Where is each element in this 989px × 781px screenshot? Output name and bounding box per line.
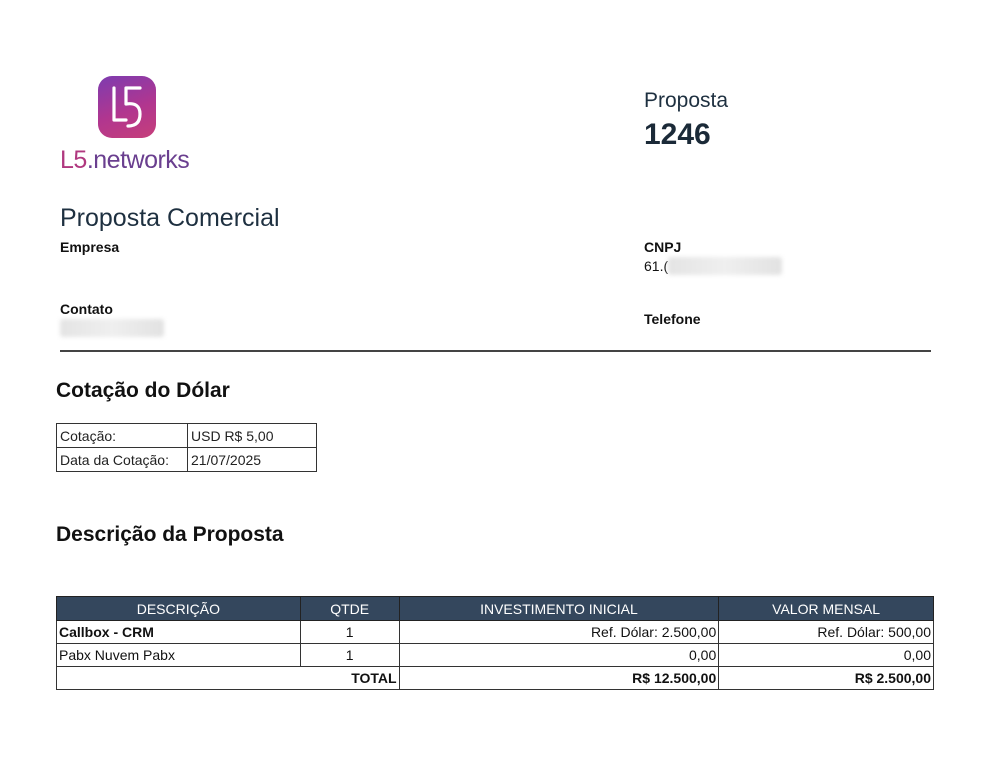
column-header-initial: INVESTIMENTO INICIAL [399,597,719,621]
total-label: TOTAL [57,667,400,690]
total-row [57,667,934,690]
logo-wordmark: L5.networks [60,146,190,174]
item-initial: 0,00 [399,644,719,667]
column-header-monthly: VALOR MENSAL [719,597,934,621]
column-header-qty: QTDE [300,597,399,621]
cnpj-label: CNPJ [644,239,682,255]
column-header-description: DESCRIÇÃO [57,597,301,621]
cnpj-value: 61.( [644,258,669,274]
cnpj-redacted [668,257,782,275]
rate-date-value: 21/07/2025 [188,448,317,472]
telefone-label: Telefone [644,311,701,327]
rate-value: USD R$ 5,00 [188,424,317,448]
l5-logo-icon [98,76,156,138]
item-qty: 1 [300,644,399,667]
dollar-section-title: Cotação do Dólar [56,379,230,402]
item-description: Pabx Nuvem Pabx [57,644,301,667]
doc-type-label: Proposta [644,89,729,112]
page-title: Proposta Comercial [60,204,280,232]
proposal-items-table [56,596,934,690]
total-initial: R$ 12.500,00 [399,667,719,690]
item-initial: Ref. Dólar: 2.500,00 [399,621,719,644]
empresa-label: Empresa [60,239,120,255]
item-monthly: Ref. Dólar: 500,00 [719,621,934,644]
contato-label: Contato [60,301,113,317]
item-description: Callbox - CRM [57,621,301,644]
item-qty: 1 [300,621,399,644]
rate-date-label: Data da Cotação: [57,448,188,472]
total-monthly: R$ 2.500,00 [719,667,934,690]
section-divider [60,350,931,352]
table-header-row [57,597,934,621]
dollar-rate-table [56,423,317,472]
proposal-number: 1246 [644,118,711,151]
table-row [57,621,934,644]
table-row [57,448,317,472]
table-row [57,644,934,667]
proposal-section-title: Descrição da Proposta [56,523,284,546]
company-logo [60,76,200,176]
table-row [57,424,317,448]
rate-label: Cotação: [57,424,188,448]
contato-redacted [60,319,164,337]
item-monthly: 0,00 [719,644,934,667]
